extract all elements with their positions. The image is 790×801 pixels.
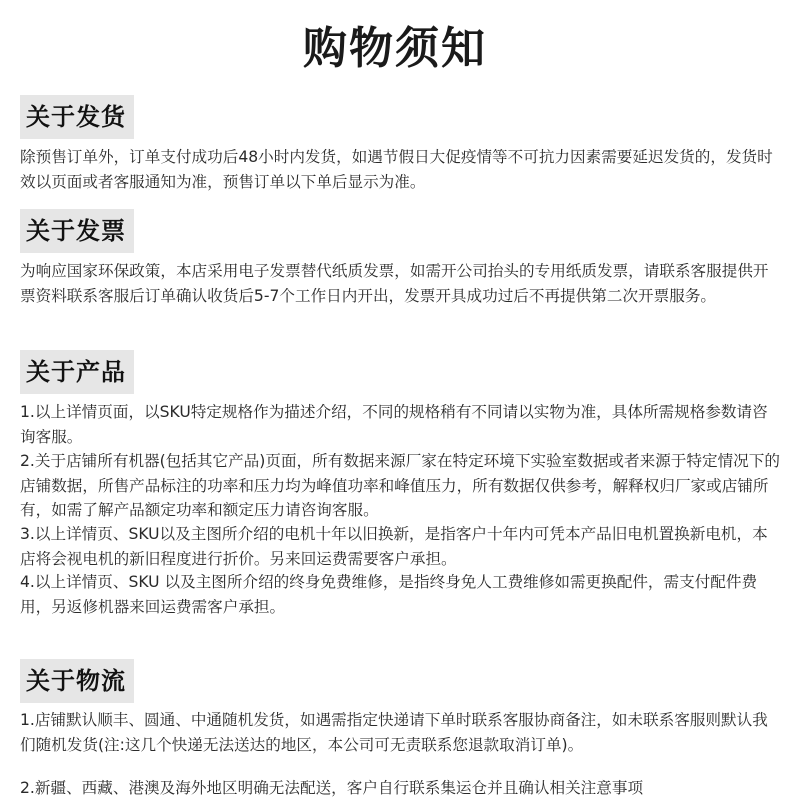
product-paragraph-1: 1.以上详情页面，以SKU特定规格作为描述介绍，不同的规格稍有不同请以实物为准，具体所需规格参数请咨询客服。 (20, 403, 768, 446)
section-heading-product: 关于产品 (20, 350, 134, 394)
product-paragraph-2: 2.关于店铺所有机器(包括其它产品)页面，所有数据来源厂家在特定环境下实验室数据或者来源于特定情况下的店铺数据，所售产品标注的功率和压力均为峰值功率和峰值压力，所有数据仅供参考，解释权归厂家或店铺所有，如需了解产品额定功率和额定压力请咨询客服。 (20, 452, 780, 519)
page-title: 购物须知 (303, 23, 487, 74)
section-heading-logistics: 关于物流 (20, 659, 134, 703)
logistics-paragraph-2: 2.新疆、西藏、港澳及海外地区明确无法配送，客户自行联系集运仓并且确认相关注意事项 (20, 779, 644, 797)
shipping-paragraph: 除预售订单外，订单支付成功后48小时内发货，如遇节假日大促疫情等不可抗力因素需要延迟发货的，发货时效以页面或者客服通知为准，预售订单以下单后显示为准。 (20, 148, 773, 191)
logistics-paragraph-1: 1.店铺默认顺丰、圆通、中通随机发货，如遇需指定快递请下单时联系客服协商备注，如未联系客服则默认我们随机发货(注:这几个快递无法送达的地区，本公司可无责联系您退款取消订单)。 (20, 711, 768, 754)
section-heading-shipping: 关于发货 (20, 95, 134, 139)
product-paragraph-3: 3.以上详情页、SKU以及主图所介绍的电机十年以旧换新，是指客户十年内可凭本产品旧电机置换新电机，本店将会视电机的新旧程度进行折价。另来回运费需要客户承担。 (20, 525, 768, 568)
invoice-paragraph: 为响应国家环保政策，本店采用电子发票替代纸质发票，如需开公司抬头的专用纸质发票，请联系客服提供开票资料联系客服后订单确认收货后5-7个工作日内开出，发票开具成功过后不再提供第二次开票服务。 (20, 262, 769, 305)
section-heading-invoice: 关于发票 (20, 209, 134, 253)
product-paragraph-4: 4.以上详情页、SKU 以及主图所介绍的终身免费维修，是指终身免人工费维修如需更换配件，需支付配件费用，另返修机器来回运费需客户承担。 (20, 573, 758, 616)
